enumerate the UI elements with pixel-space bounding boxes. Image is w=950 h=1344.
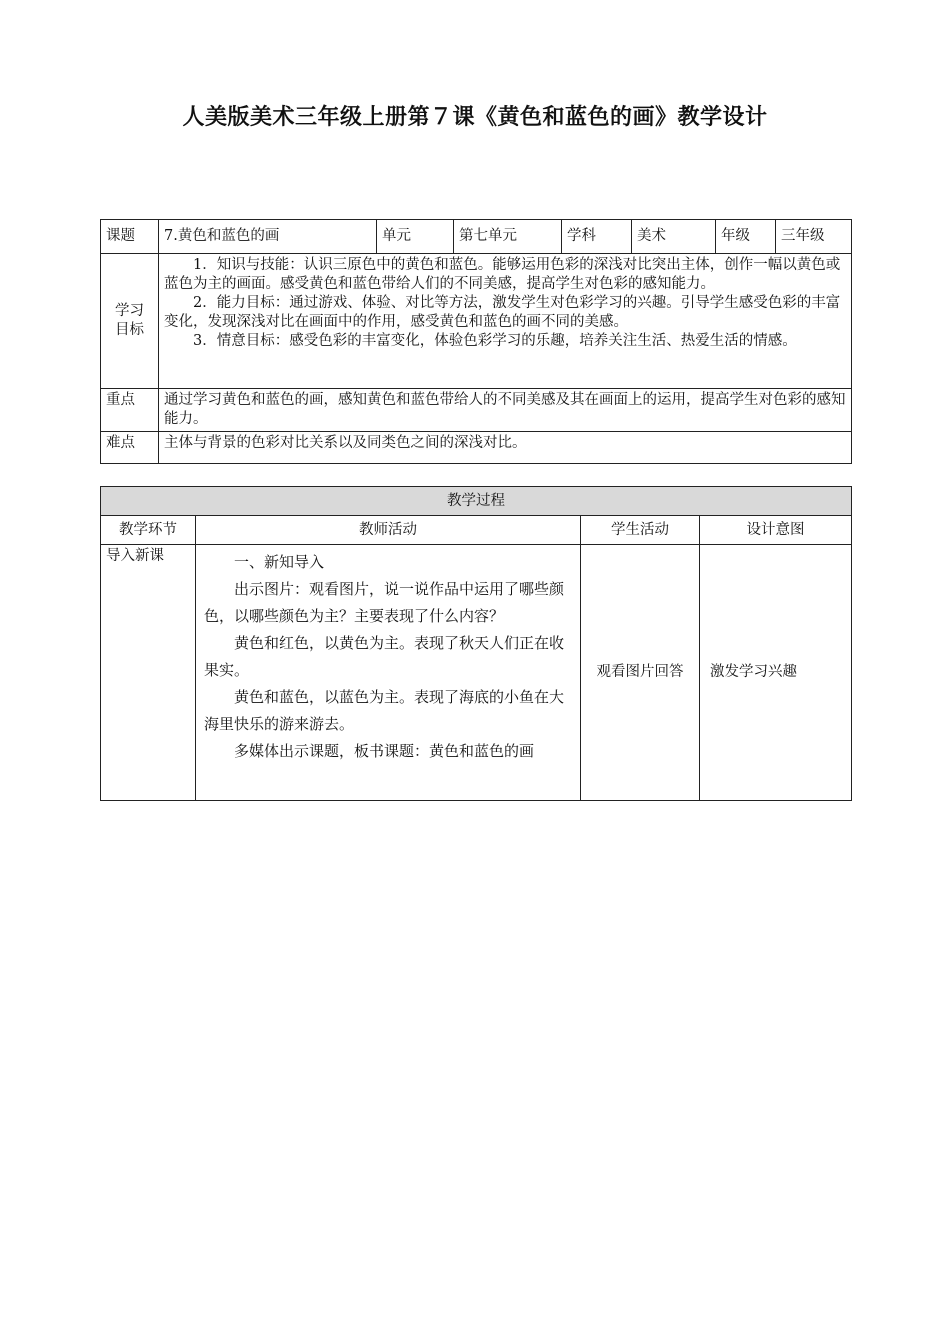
key-point-label: 重点 xyxy=(101,389,159,432)
unit-label: 单元 xyxy=(377,220,454,254)
lesson-info-table xyxy=(100,219,852,464)
column-header: 教学环节 xyxy=(101,516,196,545)
process-header-row xyxy=(101,487,852,516)
grade-label: 年级 xyxy=(716,220,776,254)
process-row xyxy=(101,545,852,801)
difficulty-row xyxy=(101,432,852,464)
student-activity-cell: 观看图片回答 xyxy=(581,545,700,801)
column-header: 设计意图 xyxy=(700,516,852,545)
grade-value: 三年级 xyxy=(776,220,852,254)
teacher-line: 出示图片：观看图片，说一说作品中运用了哪些颜色，以哪些颜色为主？主要表现了什么内容？ xyxy=(204,580,565,625)
page-title: 人美版美术三年级上册第７课《黄色和蓝色的画》教学设计 xyxy=(182,105,768,130)
teacher-line: 一、新知导入 xyxy=(234,553,325,571)
difficulty-value: 主体与背景的色彩对比关系以及同类色之间的深浅对比。 xyxy=(159,432,852,464)
topic-value: 7.黄色和蓝色的画 xyxy=(159,220,377,254)
column-header: 教师活动 xyxy=(196,516,581,545)
goals-content xyxy=(159,254,852,389)
goal-item: 3．情意目标：感受色彩的丰富变化，体验色彩学习的乐趣，培养关注生活、热爱生活的情感。 xyxy=(193,333,797,349)
difficulty-label: 难点 xyxy=(101,432,159,464)
topic-label: 课题 xyxy=(101,220,159,254)
goal-item: 1．知识与技能：认识三原色中的黄色和蓝色。能够运用色彩的深浅对比突出主体，创作一幅以黄色或蓝色为主的画面。感受黄色和蓝色带给人们的不同美感，提高学生对色彩的感知能力。 xyxy=(164,257,841,292)
process-columns-row xyxy=(101,516,852,545)
teacher-line: 黄色和蓝色，以蓝色为主。表现了海底的小鱼在大海里快乐的游来游去。 xyxy=(204,688,565,733)
teacher-activity-cell xyxy=(196,545,581,801)
process-header: 教学过程 xyxy=(101,487,852,516)
teacher-line: 黄色和红色，以黄色为主。表现了秋天人们正在收果实。 xyxy=(204,634,565,679)
goal-item: 2．能力目标：通过游戏、体验、对比等方法，激发学生对色彩学习的兴趣。引导学生感受色彩的丰富变化，发现深浅对比在画面中的作用，感受黄色和蓝色的画不同的美感。 xyxy=(164,295,841,330)
teaching-process-table xyxy=(100,486,852,801)
design-intent-cell: 激发学习兴趣 xyxy=(700,545,852,801)
topic-row xyxy=(101,220,852,254)
goals-row xyxy=(101,254,852,389)
column-header: 学生活动 xyxy=(581,516,700,545)
subject-label: 学科 xyxy=(562,220,632,254)
unit-value: 第七单元 xyxy=(454,220,562,254)
teacher-line: 多媒体出示课题，板书课题：黄色和蓝色的画 xyxy=(234,742,535,760)
key-point-value: 通过学习黄色和蓝色的画，感知黄色和蓝色带给人的不同美感及其在画面上的运用，提高学生对色彩的感知能力。 xyxy=(159,389,852,432)
subject-value: 美术 xyxy=(632,220,716,254)
stage-cell: 导入新课 xyxy=(101,545,196,801)
goals-label: 学习 目标 xyxy=(101,254,159,389)
key-point-row xyxy=(101,389,852,432)
